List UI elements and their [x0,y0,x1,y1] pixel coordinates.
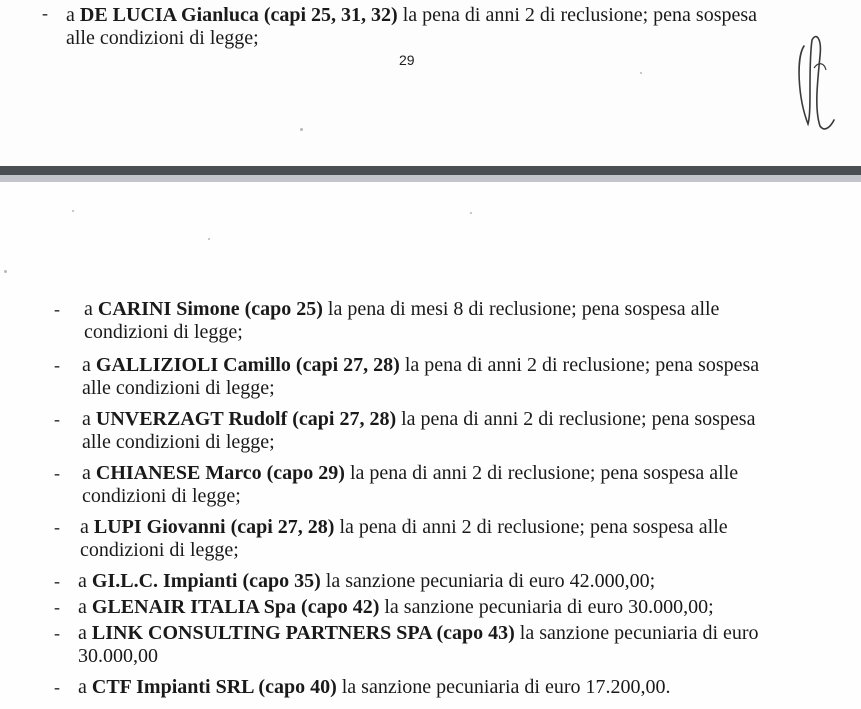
list-item [42,3,758,50]
list-dash: - [54,409,60,429]
list-dash: - [54,299,60,319]
scan-speck [72,210,74,212]
list-item-line: a CARINI Simone (capo 25) la pena di mesi 8 di reclusione; pena sospesa alle [84,298,720,320]
list-dash: - [54,517,60,537]
defendant-name: DE LUCIA Gianluca (capi 25, 31, 32) [79,4,398,26]
list-item-line: a GALLIZIOLI Camillo (capi 27, 28) la pena di anni 2 di reclusione; pena sospesa [82,354,760,376]
list-item-line: alle condizioni di legge; [66,27,259,49]
defendant-name: UNVERZAGT Rudolf (capi 27, 28) [95,408,397,430]
list-item-line: a LUPI Giovanni (capi 27, 28) la pena di anni 2 di reclusione; pena sospesa alle [80,516,728,538]
handwritten-signature [790,28,850,133]
list-dash: - [54,623,60,643]
list-dash: - [54,571,60,591]
list-item-line: condizioni di legge; [80,539,239,561]
page-number: 29 [399,52,415,68]
list-item [54,462,739,508]
list-item-line: a DE LUCIA Gianluca (capi 25, 31, 32) la pena di anni 2 di reclusione; pena sospesa [66,4,758,26]
list-item-line: a CHIANESE Marco (capo 29) la pena di anni 2 di reclusione; pena sospesa alle [82,462,739,484]
list-item-line: a LINK CONSULTING PARTNERS SPA (capo 43) la sanzione pecuniaria di euro [78,622,759,644]
list-item [54,298,720,344]
defendant-name: LUPI Giovanni (capi 27, 28) [93,516,335,538]
scan-speck [208,238,210,240]
page-separator-shadow [0,175,861,182]
defendant-name: GI.L.C. Impianti (capo 35) [91,570,321,592]
defendant-name: GALLIZIOLI Camillo (capi 27, 28) [95,354,400,376]
scan-speck [470,212,472,214]
page-separator [0,166,861,175]
defendant-name: CHIANESE Marco (capo 29) [95,462,345,484]
list-item [54,676,671,699]
list-item-line: condizioni di legge; [82,485,241,507]
scan-speck [640,72,642,74]
list-item [54,516,728,562]
defendant-name: LINK CONSULTING PARTNERS SPA (capo 43) [91,622,515,644]
list-item [54,408,756,454]
list-item [54,596,714,619]
list-item [54,570,656,593]
list-item [54,622,759,668]
list-item-line: a GI.L.C. Impianti (capo 35) la sanzione pecuniaria di euro 42.000,00; [78,570,656,592]
list-item-line: alle condizioni di legge; [82,431,275,453]
list-item-line: a CTF Impianti SRL (capo 40) la sanzione pecuniaria di euro 17.200,00. [78,676,671,698]
scan-speck [4,270,7,273]
previous-page [0,0,861,166]
list-item-line: a UNVERZAGT Rudolf (capi 27, 28) la pena di anni 2 di reclusione; pena sospesa [82,408,756,430]
list-dash: - [42,3,48,23]
defendant-name: GLENAIR ITALIA Spa (capo 42) [91,596,380,618]
defendant-name: CARINI Simone (capo 25) [97,298,323,320]
list-item-line: a GLENAIR ITALIA Spa (capo 42) la sanzione pecuniaria di euro 30.000,00; [78,596,714,618]
defendant-name: CTF Impianti SRL (capo 40) [91,676,337,698]
list-item [54,354,760,400]
list-dash: - [54,597,60,617]
list-dash: - [54,463,60,483]
list-dash: - [54,355,60,375]
list-item-line: 30.000,00 [78,645,158,667]
list-dash: - [54,677,60,697]
list-item-line: condizioni di legge; [84,321,243,343]
list-item-line: alle condizioni di legge; [82,377,275,399]
scan-speck [300,128,303,131]
